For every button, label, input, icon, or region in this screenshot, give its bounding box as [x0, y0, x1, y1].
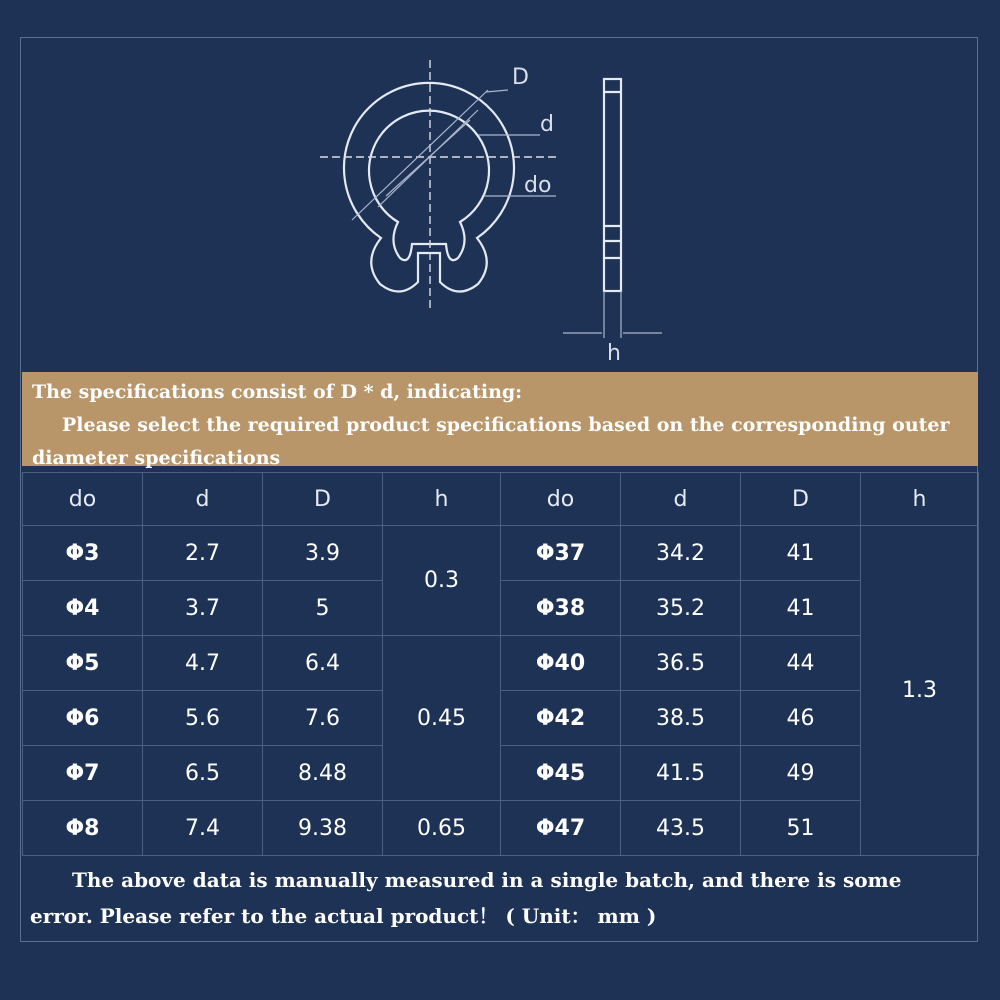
- header-d: d: [621, 473, 741, 526]
- cell-do: Φ47: [501, 801, 621, 856]
- cell-do: Φ38: [501, 581, 621, 636]
- spec-table: [22, 472, 979, 856]
- cell-d: 43.5: [621, 801, 741, 856]
- table-row: [23, 526, 979, 581]
- e-clip-diagram: [0, 0, 1000, 372]
- ring-outer-outline: [344, 83, 514, 292]
- cell-D: 5: [263, 581, 383, 636]
- cell-d: 3.7: [143, 581, 263, 636]
- table-row: [23, 581, 979, 636]
- side-profile: [604, 79, 621, 291]
- cell-d: 41.5: [621, 746, 741, 801]
- dim-label-D: D: [512, 65, 529, 90]
- cell-do: Φ8: [23, 801, 143, 856]
- cell-d: 6.5: [143, 746, 263, 801]
- header-h: h: [861, 473, 979, 526]
- dim-label-h: h: [607, 341, 621, 366]
- cell-do: Φ45: [501, 746, 621, 801]
- cell-h: 0.65: [383, 801, 501, 856]
- cell-d: 36.5: [621, 636, 741, 691]
- dim-label-d: d: [540, 112, 554, 137]
- cell-D: 9.38: [263, 801, 383, 856]
- table-row: [23, 801, 979, 856]
- header-D: D: [741, 473, 861, 526]
- cell-do: Φ37: [501, 526, 621, 581]
- cell-D: 44: [741, 636, 861, 691]
- cell-D: 3.9: [263, 526, 383, 581]
- cell-d: 38.5: [621, 691, 741, 746]
- cell-d: 4.7: [143, 636, 263, 691]
- header-D: D: [263, 473, 383, 526]
- header-do: do: [501, 473, 621, 526]
- header-d: d: [143, 473, 263, 526]
- header-h: h: [383, 473, 501, 526]
- header-do: do: [23, 473, 143, 526]
- cell-D: 6.4: [263, 636, 383, 691]
- cell-D: 46: [741, 691, 861, 746]
- cell-D: 41: [741, 526, 861, 581]
- cell-do: Φ42: [501, 691, 621, 746]
- measurement-note: [30, 862, 980, 934]
- cell-D: 51: [741, 801, 861, 856]
- spec-banner: [22, 372, 978, 469]
- cell-D: 41: [741, 581, 861, 636]
- ring-inner-outline: [369, 111, 489, 261]
- cell-d: 7.4: [143, 801, 263, 856]
- cell-d: 2.7: [143, 526, 263, 581]
- table-header-row: [23, 473, 979, 526]
- cell-h: 0.45: [383, 636, 501, 801]
- table-row: [23, 746, 979, 801]
- cell-do: Φ6: [23, 691, 143, 746]
- cell-d: 5.6: [143, 691, 263, 746]
- note-line-2: error. Please refer to the actual product！ ( Unit： mm ): [30, 904, 657, 928]
- cell-do: Φ5: [23, 636, 143, 691]
- table-row: [23, 636, 979, 691]
- cell-do: Φ40: [501, 636, 621, 691]
- cell-h: 0.3: [383, 526, 501, 636]
- cell-do: Φ3: [23, 526, 143, 581]
- cell-h: 1.3: [861, 526, 979, 856]
- table-row: [23, 691, 979, 746]
- banner-line-2: Please select the required product specifications based on the corresponding outer diameter specifications: [32, 414, 950, 469]
- cell-do: Φ4: [23, 581, 143, 636]
- cell-D: 49: [741, 746, 861, 801]
- cell-D: 8.48: [263, 746, 383, 801]
- dim-label-do: do: [524, 173, 552, 198]
- cell-do: Φ7: [23, 746, 143, 801]
- note-line-1: The above data is manually measured in a single batch, and there is some: [72, 868, 902, 892]
- banner-line-1: The specifications consist of D * d, indicating:: [32, 381, 523, 403]
- cell-D: 7.6: [263, 691, 383, 746]
- cell-d: 34.2: [621, 526, 741, 581]
- cell-d: 35.2: [621, 581, 741, 636]
